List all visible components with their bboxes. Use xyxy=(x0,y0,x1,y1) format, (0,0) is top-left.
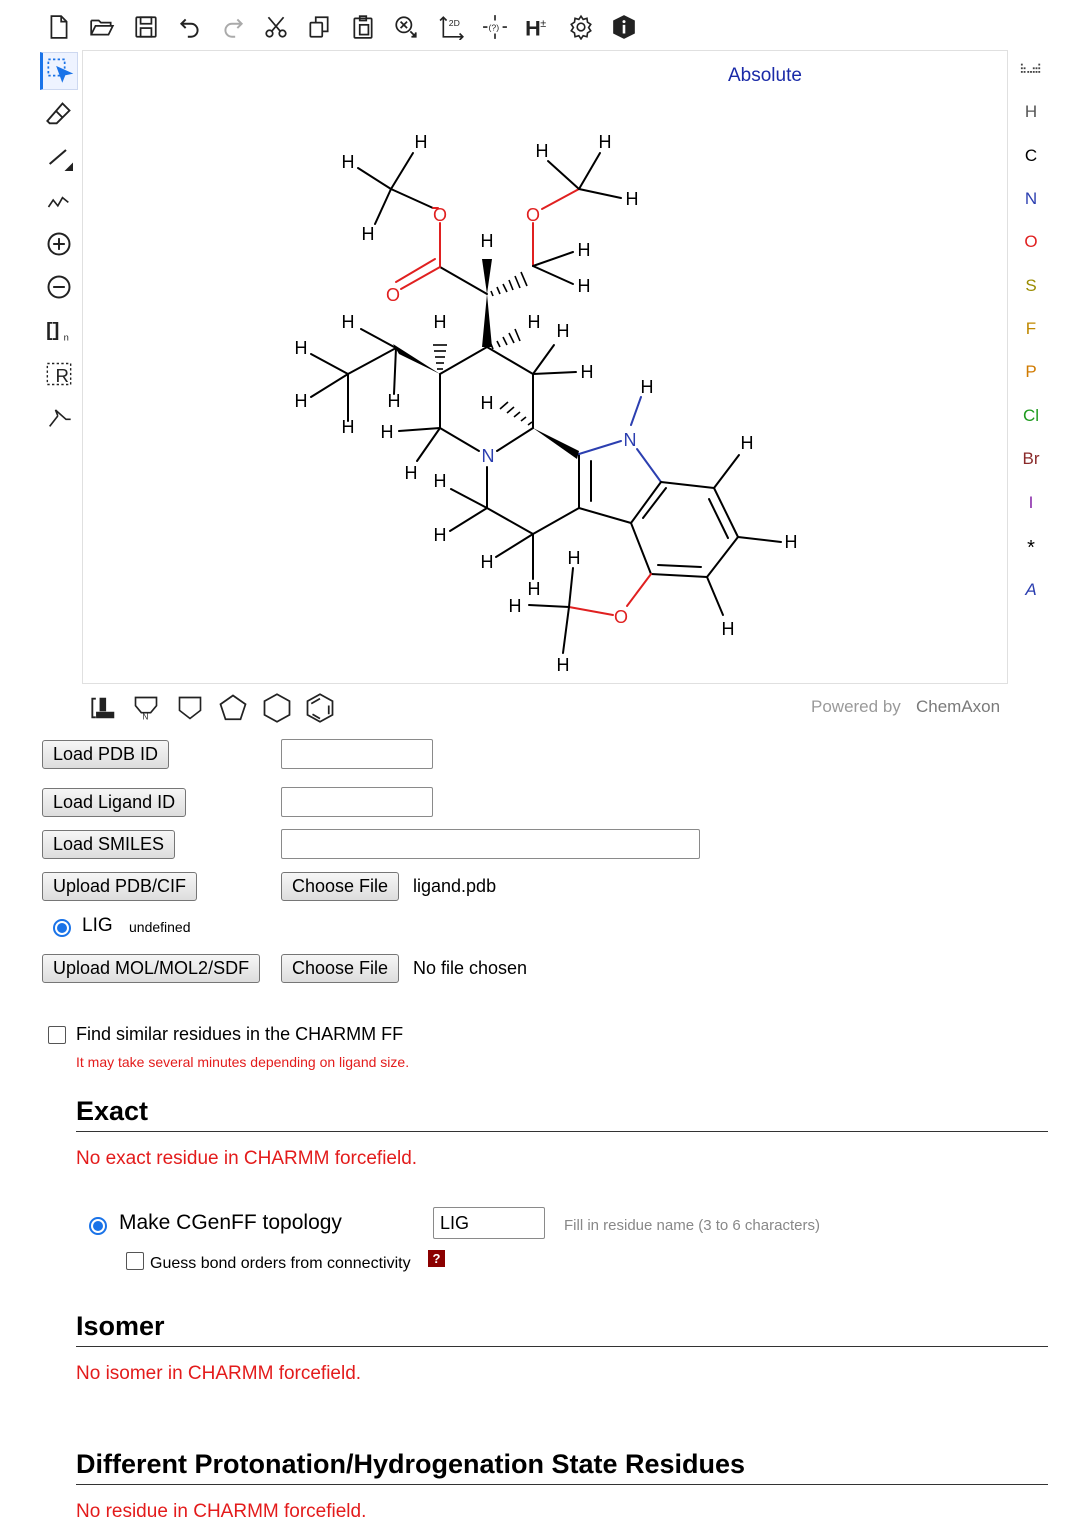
svg-text:H: H xyxy=(598,132,612,152)
upload-pdb-cif-button[interactable]: Upload PDB/CIF xyxy=(42,872,197,901)
element-h[interactable]: H xyxy=(1024,102,1038,121)
template-icon[interactable] xyxy=(86,690,122,726)
save-icon[interactable] xyxy=(131,12,161,42)
svg-text:H: H xyxy=(380,422,394,442)
choose-file-mol-button[interactable]: Choose File xyxy=(281,954,399,983)
benzene-icon[interactable] xyxy=(302,690,338,726)
element-cl[interactable]: Cl xyxy=(1022,406,1040,425)
svg-text:(?): (?) xyxy=(488,22,500,33)
help-icon[interactable]: ? xyxy=(428,1250,445,1267)
svg-text:H: H xyxy=(341,152,355,172)
load-pdb-id-button[interactable]: Load PDB ID xyxy=(42,740,169,769)
residue-name-hint: Fill in residue name (3 to 6 characters) xyxy=(564,1217,820,1234)
svg-text:H: H xyxy=(535,141,549,161)
element-s[interactable]: S xyxy=(1025,276,1037,295)
cyclopentane-icon[interactable] xyxy=(172,690,208,726)
info-icon[interactable] xyxy=(609,12,639,42)
clean-icon[interactable] xyxy=(391,12,421,42)
charge-minus-icon[interactable] xyxy=(40,268,78,306)
svg-text:H: H xyxy=(556,655,570,675)
exact-heading: Exact xyxy=(76,1096,149,1126)
new-document-icon[interactable] xyxy=(44,12,74,42)
undo-icon[interactable] xyxy=(175,12,205,42)
svg-text:H: H xyxy=(404,463,418,483)
svg-text:H: H xyxy=(625,189,639,209)
svg-text:N: N xyxy=(623,430,637,450)
smiles-input[interactable] xyxy=(281,829,700,859)
svg-text:H: H xyxy=(784,532,798,552)
guess-bond-orders-label: Guess bond orders from connectivity xyxy=(150,1255,411,1272)
ligand-radio[interactable] xyxy=(53,919,71,937)
svg-text:H: H xyxy=(580,362,594,382)
settings-icon[interactable] xyxy=(566,12,596,42)
bracket-sgroup-icon[interactable] xyxy=(40,311,78,349)
ligand-radio-label: LIG xyxy=(82,915,113,936)
upload-mol-button[interactable]: Upload MOL/MOL2/SDF xyxy=(42,954,260,983)
find-similar-label: Find similar residues in the CHARMM FF xyxy=(76,1024,404,1044)
periodic-table-icon[interactable] xyxy=(1012,60,1050,87)
powered-by-brand[interactable]: ChemAxon xyxy=(916,697,1001,716)
svg-text:H: H xyxy=(433,312,447,332)
redo-icon[interactable] xyxy=(218,12,248,42)
svg-text:H: H xyxy=(577,240,591,260)
cgenff-label: Make CGenFF topology xyxy=(119,1211,342,1234)
pdb-file-name: ligand.pdb xyxy=(413,876,497,896)
svg-text:H: H xyxy=(433,471,447,491)
chain-icon[interactable] xyxy=(40,181,78,219)
protonation-heading: Different Protonation/Hydrogenation State Residues xyxy=(76,1449,746,1479)
r-group-icon[interactable] xyxy=(40,355,78,393)
svg-text:H: H xyxy=(577,276,591,296)
find-similar-checkbox[interactable] xyxy=(48,1026,66,1044)
isomer-message: No isomer in CHARMM forcefield. xyxy=(76,1363,362,1384)
exact-divider xyxy=(76,1131,1048,1132)
svg-text:H: H xyxy=(414,132,428,152)
single-bond-icon[interactable] xyxy=(40,138,78,176)
hydrogen-toggle-icon[interactable] xyxy=(522,12,552,42)
residue-name-input[interactable] xyxy=(433,1207,545,1239)
load-ligand-id-button[interactable]: Load Ligand ID xyxy=(42,788,186,817)
eraser-icon[interactable] xyxy=(40,95,78,133)
amino-template-icon[interactable] xyxy=(128,690,164,726)
cgenff-radio[interactable] xyxy=(89,1217,107,1235)
svg-text:H: H xyxy=(387,391,401,411)
paste-icon[interactable] xyxy=(348,12,378,42)
svg-text:H: H xyxy=(480,231,494,251)
open-folder-icon[interactable] xyxy=(87,12,117,42)
svg-text:H: H xyxy=(640,377,654,397)
svg-text:H: H xyxy=(480,552,494,572)
select-icon[interactable] xyxy=(40,52,78,90)
svg-text:H: H xyxy=(433,525,447,545)
find-similar-note: It may take several minutes depending on ligand size. xyxy=(76,1054,410,1070)
svg-text:H: H xyxy=(294,391,308,411)
element-any[interactable]: * xyxy=(1027,537,1035,559)
svg-text:±: ± xyxy=(540,18,547,30)
svg-text:O: O xyxy=(385,285,401,305)
element-c[interactable]: C xyxy=(1024,146,1038,165)
ligand-radio-note: undefined xyxy=(129,919,191,935)
svg-text:N: N xyxy=(142,712,149,722)
pdb-id-input[interactable] xyxy=(281,739,433,769)
query-atom-icon[interactable] xyxy=(480,12,510,42)
protonation-message: No residue in CHARMM forcefield. xyxy=(76,1501,367,1522)
svg-text:H: H xyxy=(361,224,375,244)
exact-message: No exact residue in CHARMM forcefield. xyxy=(76,1148,418,1169)
isomer-heading: Isomer xyxy=(76,1311,165,1341)
stereo-absolute-label: Absolute xyxy=(728,65,802,86)
element-n[interactable]: N xyxy=(1024,189,1038,208)
svg-text:H: H xyxy=(527,579,541,599)
svg-text:n: n xyxy=(63,332,69,343)
svg-text:H: H xyxy=(567,548,581,568)
svg-text:O: O xyxy=(613,607,629,627)
choose-file-pdb-button[interactable]: Choose File xyxy=(281,872,399,901)
pentagon-icon[interactable] xyxy=(215,690,251,726)
element-br[interactable]: Br xyxy=(1022,449,1040,468)
svg-text:H: H xyxy=(480,393,494,413)
ligand-id-input[interactable] xyxy=(281,787,433,817)
svg-text:H: H xyxy=(525,15,541,40)
svg-text:H: H xyxy=(740,433,754,453)
molecule-structure xyxy=(83,51,1009,685)
powered-by-prefix: Powered by xyxy=(811,697,901,716)
copy-icon[interactable] xyxy=(304,12,334,42)
hexagon-icon[interactable] xyxy=(259,690,295,726)
mol-file-name: No file chosen xyxy=(413,958,528,978)
guess-bond-orders-checkbox[interactable] xyxy=(126,1252,144,1270)
svg-text:R: R xyxy=(55,365,69,387)
svg-text:H: H xyxy=(556,321,570,341)
svg-text:H: H xyxy=(341,312,355,332)
charge-plus-icon[interactable] xyxy=(40,225,78,263)
svg-text:O: O xyxy=(525,205,541,225)
svg-text:H: H xyxy=(721,619,735,639)
svg-text:2D: 2D xyxy=(448,17,460,28)
protonation-divider xyxy=(76,1484,1048,1485)
svg-text:O: O xyxy=(432,205,448,225)
drawing-canvas[interactable] xyxy=(82,50,1008,684)
svg-text:H: H xyxy=(294,338,308,358)
element-atom-list[interactable]: A xyxy=(1025,580,1037,599)
cut-icon[interactable] xyxy=(261,12,291,42)
element-i[interactable]: I xyxy=(1028,493,1034,512)
2d-layout-icon[interactable] xyxy=(437,12,467,42)
element-o[interactable]: O xyxy=(1024,232,1038,251)
element-f[interactable]: F xyxy=(1025,319,1037,338)
reaction-arrow-icon[interactable] xyxy=(40,398,78,436)
svg-text:[]: [] xyxy=(46,318,60,341)
load-smiles-button[interactable]: Load SMILES xyxy=(42,830,175,859)
svg-text:H: H xyxy=(341,417,355,437)
isomer-divider xyxy=(76,1346,1048,1347)
svg-text:H: H xyxy=(508,596,522,616)
svg-text:H: H xyxy=(527,312,541,332)
svg-text:N: N xyxy=(481,446,495,466)
element-p[interactable]: P xyxy=(1025,362,1037,381)
